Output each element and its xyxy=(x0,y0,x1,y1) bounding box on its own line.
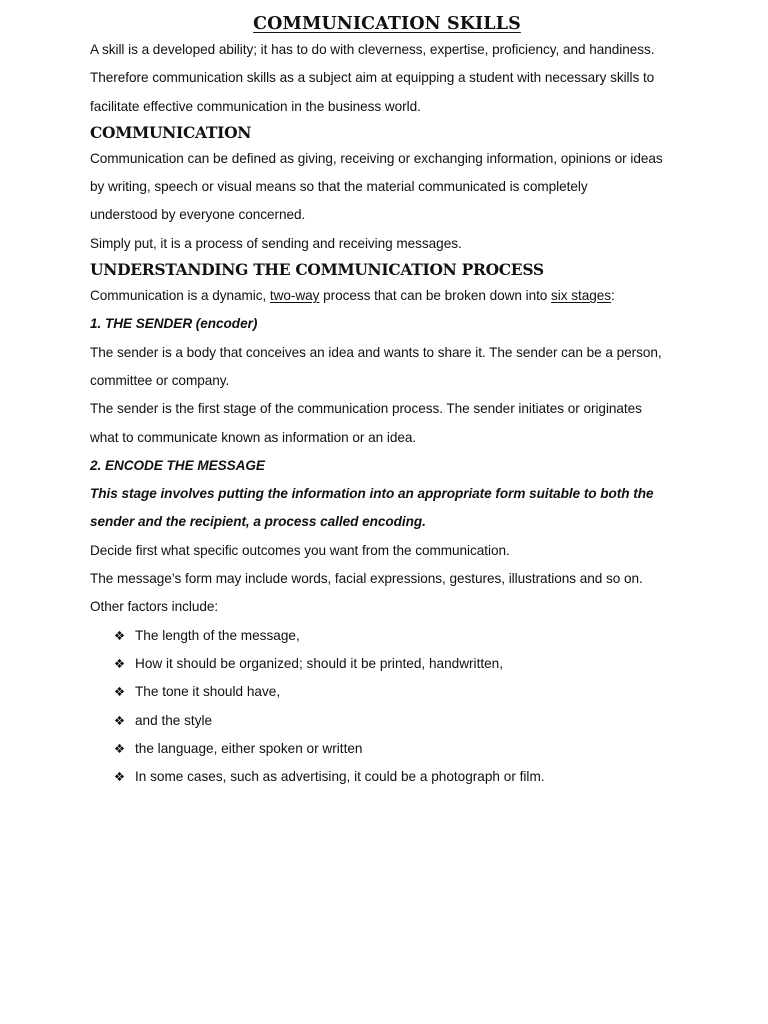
list-item-text: and the style xyxy=(135,712,213,728)
list-item-text: In some cases, such as advertising, it could be a photograph or film. xyxy=(135,769,545,785)
communication-line: Simply put, it is a process of sending and receiving messages. xyxy=(90,235,462,251)
intro-line: facilitate effective communication in the business world. xyxy=(90,98,421,114)
list-item-text: the language, either spoken or written xyxy=(135,740,363,756)
diamond-bullet-icon: ❖ xyxy=(113,769,126,785)
subheading-sender: 1. THE SENDER (encoder) xyxy=(90,316,258,332)
factors-list xyxy=(90,622,690,792)
communication-line: Communication can be defined as giving, receiving or exchanging information, opinions or ideas xyxy=(90,150,663,166)
process-intro-line xyxy=(90,282,690,310)
section-heading-process: UNDERSTANDING THE COMMUNICATION PROCESS xyxy=(90,260,544,280)
diamond-bullet-icon: ❖ xyxy=(113,655,126,671)
encode-line: The message’s form may include words, facial expressions, gestures, illustrations and so on. xyxy=(90,571,643,587)
section-heading-communication: COMMUNICATION xyxy=(90,122,252,142)
diamond-bullet-icon: ❖ xyxy=(113,627,126,643)
diamond-bullet-icon: ❖ xyxy=(113,740,126,756)
list-item-text: The length of the message, xyxy=(135,627,300,643)
communication-line: understood by everyone concerned. xyxy=(90,207,306,223)
two-way-link[interactable]: two-way xyxy=(269,288,320,304)
sender-line: what to communicate known as information or an idea. xyxy=(90,429,417,445)
encode-emphasis-line: This stage involves putting the information into an appropriate form suitable to both the xyxy=(90,486,654,502)
list-item-text: The tone it should have, xyxy=(135,684,281,700)
process-intro-text: Communication is a dynamic, xyxy=(90,288,270,304)
process-intro-text: : xyxy=(611,288,615,304)
list-item xyxy=(90,650,690,678)
page-title: COMMUNICATION SKILLS xyxy=(253,14,521,34)
sender-line: The sender is the first stage of the communication process. The sender initiates or originates xyxy=(90,401,642,417)
diamond-bullet-icon: ❖ xyxy=(113,684,126,700)
list-item xyxy=(90,622,690,650)
diamond-bullet-icon: ❖ xyxy=(113,712,126,728)
list-item-text: How it should be organized; should it be printed, handwritten, xyxy=(135,655,504,671)
process-intro-text: process that can be broken down into xyxy=(319,288,552,304)
communication-line: by writing, speech or visual means so that the material communicated is completely xyxy=(90,179,588,195)
encode-line: Decide first what specific outcomes you want from the communication. xyxy=(90,542,510,558)
list-item xyxy=(90,678,690,706)
six-stages-link[interactable]: six stages xyxy=(551,288,611,304)
encode-line: Other factors include: xyxy=(90,599,219,615)
encode-emphasis-line: sender and the recipient, a process called encoding. xyxy=(90,514,426,530)
list-item xyxy=(90,707,690,735)
sender-line: The sender is a body that conceives an idea and wants to share it. The sender can be a person, xyxy=(90,344,662,360)
document-body xyxy=(90,12,690,791)
intro-line: A skill is a developed ability; it has to do with cleverness, expertise, proficiency, and handiness. xyxy=(90,42,655,57)
intro-line: Therefore communication skills as a subject aim at equipping a student with necessary skills to xyxy=(90,70,655,86)
list-item xyxy=(90,735,690,763)
list-item xyxy=(90,763,690,791)
subheading-encode: 2. ENCODE THE MESSAGE xyxy=(90,457,265,473)
sender-line: committee or company. xyxy=(90,372,230,388)
